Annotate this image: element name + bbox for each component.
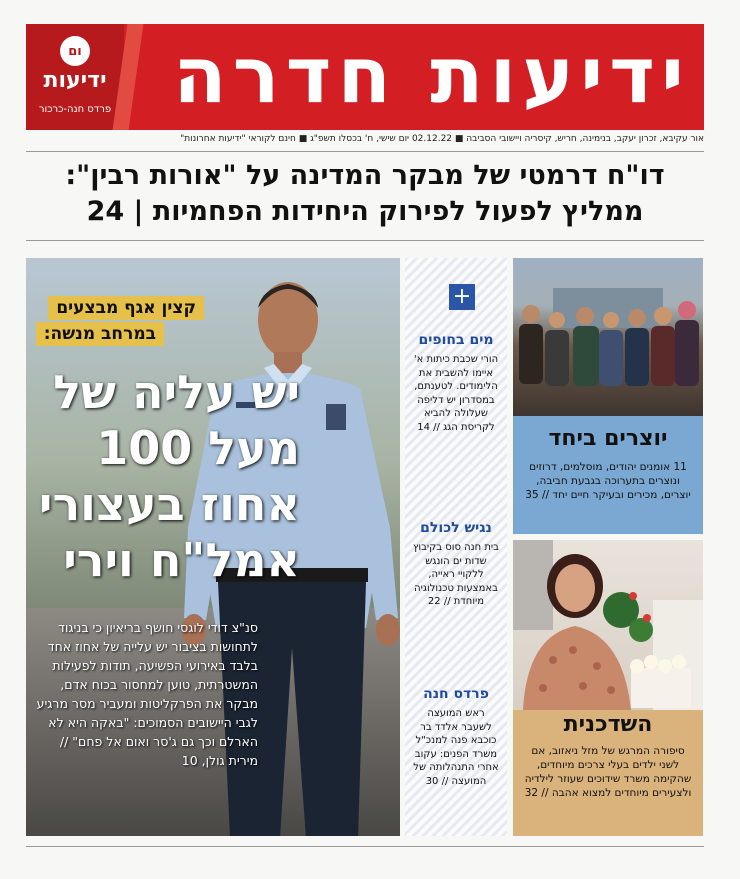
logo-subtitle: פרדס חנה-כרכור <box>38 104 112 115</box>
teaser-title: מים בחופים <box>418 332 494 348</box>
dateline: אור עקיבא, זכרון יעקב, בנימינה, חריש, קיסריה ויישובי הסביבה ■ 02.12.22 יום שישי, ח' בכסלו תשפ"ג ■ חינם לקוראי "ידיעות אחרונות" <box>180 134 704 144</box>
logo-badge: ום <box>60 36 90 66</box>
teaser-title: פרדס חנה <box>423 686 489 702</box>
matchmaker-photo[interactable] <box>513 540 703 710</box>
story-title: יש עליה של מעל 100 אחוז בעצורי אמל"ח וירי <box>38 365 300 587</box>
artists-text: 11 אומנים יהודים, מוסלמים, דרוזים ונוצרים בתערוכה בגבעת חביבה, יוצרים, מכירים ובעיקר חיים יחד // 35 <box>525 461 691 501</box>
masthead <box>26 24 704 130</box>
matchmaker-teaser[interactable] <box>513 710 703 836</box>
divider <box>26 151 704 152</box>
artists-photo[interactable] <box>513 258 703 416</box>
divider <box>26 846 704 847</box>
teaser-text: הורי שכבת כיתות א' איימו להשבית את הלימודים. לטענתם, במסדרון יש דליפה שעלולה להביא לקריסת הגג // 14 <box>413 354 499 433</box>
plus-icon: + <box>449 284 475 310</box>
tag-kicker-2: במרחב מנשה: <box>36 322 164 346</box>
headline-line-1: דו"ח דרמטי של מבקר המדינה על "אורות רבין": <box>65 160 665 191</box>
matchmaker-text: סיפורה המרגש של מזל ניאזוב, אם לשני ילדים בעלי צרכים מיוחדים, שהקימה משרד שידוכים שעוזר לילדיה ולצעירים מיוחדים למצוא אהבה // 32 <box>524 745 692 799</box>
headline-line-2: ממליץ לפעול לפירוק היחידות הפחמיות | 24 <box>86 196 644 227</box>
main-story[interactable] <box>26 258 400 836</box>
teaser-title: נגיש לכולם <box>420 520 492 536</box>
divider <box>26 240 704 241</box>
teaser-text: בית חנה סוס בקיבוץ שדות ים הונגש ללקויי ראייה, באמצעות טכנולוגיה מיוחדת // 22 <box>413 542 499 607</box>
teaser-item[interactable] <box>411 686 501 788</box>
woman-portrait-illustration <box>513 540 703 710</box>
logo-name: ידיעות <box>43 68 107 93</box>
matchmaker-title: השדכנית <box>563 712 653 737</box>
group-photo-illustration <box>513 258 703 416</box>
artists-title: יוצרים ביחד <box>548 426 668 451</box>
story-body: סנ"צ דודי לוגסי חושף בריאיון כי בניגוד לתחושות בציבור יש עלייה של אחוז אחד בלבד באירועי הפשיעה, תודות לפעילות המשטרתית, טוען למחסור בכוח אדם, מבקר את הפרקליטות ומעביר מסר מרגיע לגבי היישובים הסמוכים: "באקה היא לא הארלם וכך גם ג'סר ואום אל פחם" // מירית גולן, 10 <box>36 620 258 768</box>
teaser-column <box>405 258 507 836</box>
teaser-item[interactable] <box>411 332 501 434</box>
teaser-item[interactable] <box>411 520 501 609</box>
artists-teaser[interactable] <box>513 416 703 534</box>
teaser-text: ראש המועצה לשעבר אלדד בר כוכבא פנה למנכ"ל משרד הפנים: עקוב אחרי התנהלותה של המועצה // 30 <box>413 708 499 787</box>
main-headline[interactable] <box>26 158 704 230</box>
tag-kicker: קצין אגף מבצעים <box>48 296 204 320</box>
logo-box <box>26 24 124 130</box>
masthead-title: ידיעות חדרה <box>173 31 690 121</box>
